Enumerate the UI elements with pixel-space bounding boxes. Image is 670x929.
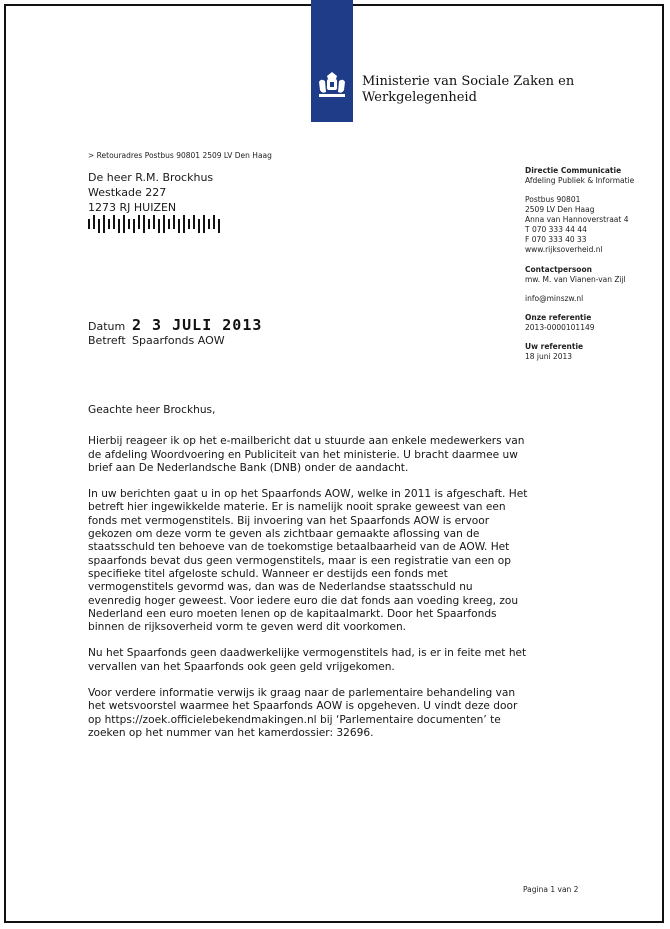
ministry-name <box>362 74 574 106</box>
directie-subheading: Afdeling Publiek & Informatie <box>525 176 635 185</box>
paragraph-3: Nu het Spaarfonds geen daadwerkelijke vermogenstitels had, is er in feite met het vervallen van het Spaarfonds ook geen geld vrijgekomen. <box>88 647 527 673</box>
sender-phone: T 070 333 44 44 <box>525 225 587 234</box>
paragraph-1: Hierbij reageer ik op het e-mailbericht dat u stuurde aan enkele medewerkers van de afdeling Woordvoering en Publiciteit van het ministerie. U bracht daarmee uw brief aan De Nederlandsche Bank (DNB) onder de aandacht. <box>88 435 525 474</box>
sender-fax: F 070 333 40 33 <box>525 235 587 244</box>
our-reference: 2013-0000101149 <box>525 323 595 332</box>
directie-heading: Directie Communicatie <box>525 166 622 175</box>
postal-barcode <box>88 215 220 233</box>
recipient-city: 1273 RJ HUIZEN <box>88 201 177 214</box>
page-number: Pagina 1 van 2 <box>523 885 579 894</box>
contact-name: mw. M. van Vianen-van Zijl <box>525 275 626 284</box>
recipient-name: De heer R.M. Brockhus <box>88 171 214 184</box>
contact-heading: Contactpersoon <box>525 265 592 274</box>
your-reference-heading: Uw referentie <box>525 342 584 351</box>
ministry-line-1: Ministerie van Sociale Zaken en <box>362 74 575 89</box>
recipient-street: Westkade 227 <box>88 186 167 199</box>
date-stamp: 2 3 JULI 2013 <box>132 316 263 334</box>
letter-body <box>88 404 528 753</box>
sender-details <box>525 166 660 371</box>
subject-label: Betreft <box>88 334 126 347</box>
sender-street: Anna van Hannoverstraat 4 <box>525 215 629 224</box>
salutation: Geachte heer Brockhus, <box>88 404 216 416</box>
return-address: > Retouradres Postbus 90801 2509 LV Den Haag <box>88 151 272 160</box>
date-label: Datum <box>88 320 126 333</box>
letter-meta <box>88 318 262 348</box>
paragraph-2: In uw berichten gaat u in op het Spaarfonds AOW, welke in 2011 is afgeschaft. Het betreft hier ingewikkelde materie. Er is namelijk nooit sprake geweest van een fonds met vermogenstitels. Bij invoering van het Spaarfonds AOW is ervoor gekozen om deze vorm te geven als zichtbaar gemaakte aflossing van de staatsschuld ten behoeve van de toekomstige betaalbaarheid van de AOW. Het spaarfonds bevat dus geen vermogenstitels, maar is een registratie van een op specifieke titel afgeloste schuld. Wanneer er destijds een fonds met vermogenstitels gevormd was, dan was de Nederlandse staatsschuld nu evenredig hoger geweest. Voor iedere euro die dat fonds aan voeding kreeg, zou Nederland een euro moeten lenen op de kapitaalmarkt. Door het Spaarfonds binnen de rijksoverheid vorm te geven werd dit voorkomen. <box>88 488 528 634</box>
your-reference: 18 juni 2013 <box>525 352 573 361</box>
paragraph-4: Voor verdere informatie verwijs ik graag naar de parlementaire behandeling van het wetsvoorstel waarmee het Spaarfonds AOW is opgeheven. U vindt deze door op https://zoek.officielebekendmakingen.nl bij ‘Parlementaire documenten’ te zoeken op het nummer van het kamerdossier: 32696. <box>88 687 518 739</box>
our-reference-heading: Onze referentie <box>525 313 592 322</box>
sender-postcode: 2509 LV Den Haag <box>525 205 595 214</box>
subject-value: Spaarfonds AOW <box>132 334 225 347</box>
ministry-logo-band <box>311 0 353 122</box>
sender-website: www.rijksoverheid.nl <box>525 245 603 254</box>
royal-coat-of-arms-icon <box>316 70 348 100</box>
contact-email: info@minszw.nl <box>525 294 584 303</box>
recipient-address <box>88 170 213 215</box>
ministry-line-2: Werkgelegenheid <box>362 90 477 105</box>
sender-postbus: Postbus 90801 <box>525 195 581 204</box>
